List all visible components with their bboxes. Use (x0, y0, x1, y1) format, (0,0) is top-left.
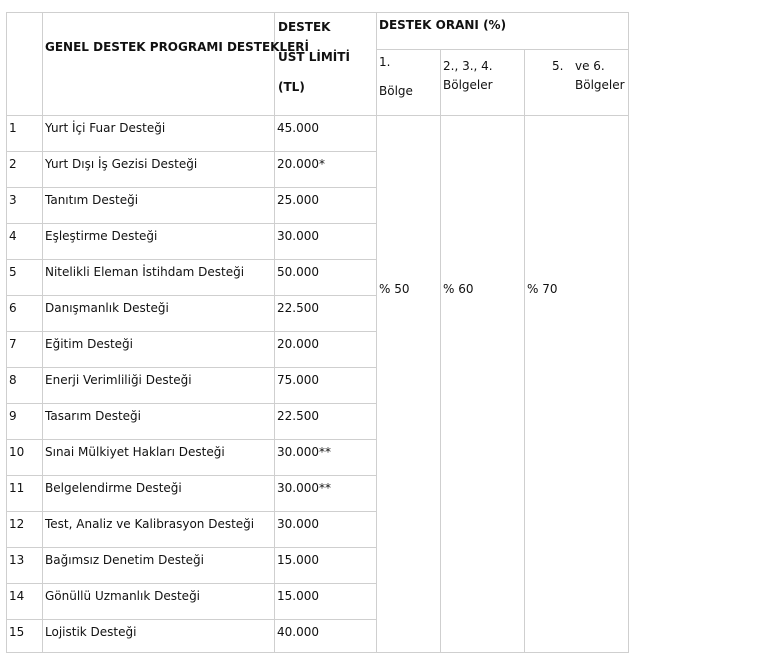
row-support-name: Gönüllü Uzmanlık Desteği (45, 589, 201, 603)
row-number: 11 (9, 481, 25, 495)
row-number: 15 (9, 625, 25, 639)
rate-region56: % 70 (527, 282, 558, 296)
row-support-name: Belgelendirme Desteği (45, 481, 182, 495)
row-divider (6, 295, 377, 296)
row-divider (6, 367, 377, 368)
row-number: 12 (9, 517, 25, 531)
row-limit: 30.000** (277, 481, 331, 495)
row-number: 9 (9, 409, 17, 423)
row-divider (6, 439, 377, 440)
row-limit: 45.000 (277, 121, 319, 135)
row-limit: 30.000 (277, 517, 319, 531)
row-support-name: Yurt İçi Fuar Desteği (45, 121, 166, 135)
row-number: 2 (9, 157, 17, 171)
row-limit: 20.000* (277, 157, 325, 171)
row-divider (6, 259, 377, 260)
row-support-name: Yurt Dışı İş Gezisi Desteği (45, 157, 198, 171)
row-number: 8 (9, 373, 17, 387)
row-limit: 22.500 (277, 409, 319, 423)
row-number: 5 (9, 265, 17, 279)
rate-region1: % 50 (379, 282, 410, 296)
row-support-name: Nitelikli Eleman İstihdam Desteği (45, 265, 245, 279)
row-divider (6, 331, 377, 332)
header-limit-line2: ÜST LİMİTİ (278, 50, 350, 64)
header-limit-line3: (TL) (278, 80, 305, 94)
row-divider (6, 223, 377, 224)
row-number: 14 (9, 589, 25, 603)
header-programs: GENEL DESTEK PROGRAMI DESTEKLERİ (45, 40, 309, 54)
row-divider (6, 619, 377, 620)
row-divider (6, 151, 377, 152)
row-number: 6 (9, 301, 17, 315)
row-support-name: Tanıtım Desteği (45, 193, 139, 207)
row-support-name: Lojistik Desteği (45, 625, 137, 639)
row-number: 7 (9, 337, 17, 351)
row-limit: 75.000 (277, 373, 319, 387)
rate-region234: % 60 (443, 282, 474, 296)
row-support-name: Test, Analiz ve Kalibrasyon Desteği (45, 517, 255, 531)
header-region1-line1: 1. (379, 55, 391, 69)
header-region56-line1b: ve 6. (575, 59, 605, 73)
row-limit: 30.000** (277, 445, 331, 459)
header-region234-line1: 2., 3., 4. (443, 59, 493, 73)
row-number: 13 (9, 553, 25, 567)
row-limit: 15.000 (277, 589, 319, 603)
header-region56-line2: Bölgeler (575, 78, 625, 92)
header-region1-line2: Bölge (379, 84, 413, 98)
row-support-name: Sınai Mülkiyet Hakları Desteği (45, 445, 225, 459)
header-limit-line1: DESTEK (278, 20, 331, 34)
row-limit: 30.000 (277, 229, 319, 243)
row-support-name: Bağımsız Denetim Desteği (45, 553, 204, 567)
row-limit: 25.000 (277, 193, 319, 207)
support-table (6, 12, 629, 653)
row-limit: 22.500 (277, 301, 319, 315)
row-divider (6, 475, 377, 476)
row-divider (6, 187, 377, 188)
row-support-name: Tasarım Desteği (45, 409, 141, 423)
header-region234-line2: Bölgeler (443, 78, 493, 92)
row-divider (6, 511, 377, 512)
row-limit: 15.000 (277, 553, 319, 567)
header-rate: DESTEK ORANI (%) (379, 18, 507, 32)
row-support-name: Eşleştirme Desteği (45, 229, 158, 243)
row-divider (6, 547, 377, 548)
row-limit: 20.000 (277, 337, 319, 351)
row-support-name: Eğitim Desteği (45, 337, 133, 351)
row-divider (6, 403, 377, 404)
row-divider (6, 583, 377, 584)
row-support-name: Danışmanlık Desteği (45, 301, 169, 315)
row-limit: 50.000 (277, 265, 319, 279)
row-number: 1 (9, 121, 17, 135)
row-number: 3 (9, 193, 17, 207)
row-number: 10 (9, 445, 25, 459)
row-support-name: Enerji Verimliliği Desteği (45, 373, 192, 387)
row-number: 4 (9, 229, 17, 243)
header-region56-line1a: 5. (552, 59, 564, 73)
row-limit: 40.000 (277, 625, 319, 639)
